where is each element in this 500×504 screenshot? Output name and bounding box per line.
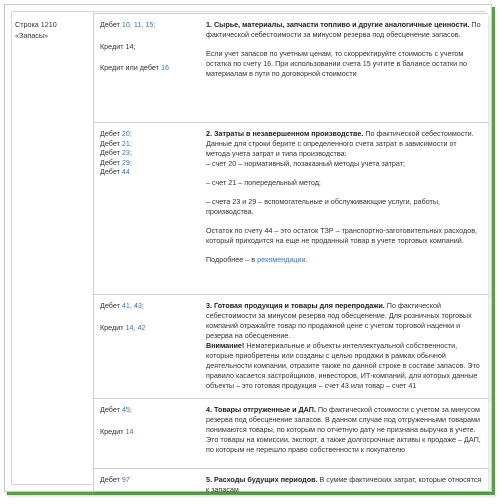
credit-accounts: 14;: [125, 41, 136, 51]
table-row-wip: [93, 122, 488, 295]
debit-accounts-link[interactable]: 97: [121, 475, 130, 484]
recommendation-link[interactable]: рекомендации: [257, 255, 306, 264]
account-16-link[interactable]: 16: [160, 63, 169, 73]
row-title: 5. Расходы будущих периодов.: [206, 475, 318, 484]
debit-accounts-link[interactable]: 45;: [121, 405, 132, 414]
description-cell: 5. Расходы будущих периодов. В сумме фактических затрат, которые относятся к запасам: [206, 475, 482, 494]
debit-accounts-link[interactable]: 41, 43;: [121, 301, 144, 310]
debit-line: Дебет 10, 11, 15;: [100, 20, 156, 29]
credit-accounts-link[interactable]: 14, 42: [125, 322, 146, 332]
row-title: 2. Затраты в незавершенном производстве.: [206, 129, 364, 138]
row-title: 4. Товары отгруженные и ДАП.: [206, 405, 316, 414]
description-cell: 4. Товары отгруженные и ДАП. По фактической стоимости с учетом за минусом резерва под обесценение запасов. В данном случае под отгруженными товарами понимаются товары, по которым по отчетную дату не признана выручка в учете. Это товары на комиссии, экспорт, а также долгосрочные активы к продаже – ДАП, по которым не перешло право собственности к покупателю: [206, 405, 481, 454]
row-title: 3. Готовая продукция и товары для перепродажи.: [206, 301, 385, 310]
table-row-deferred-expenses: [93, 468, 488, 494]
balance-line-cell: [15, 19, 85, 41]
table-row-finished-goods: [93, 294, 488, 399]
accounts-cell: Дебет 97: [100, 475, 130, 484]
table-row-shipped-goods: [93, 398, 488, 469]
credit-line: Кредит 14;: [100, 41, 136, 51]
balance-line-title: «Запасы»: [15, 31, 48, 40]
document-frame: [4, 4, 492, 492]
debit-accounts-link[interactable]: 10, 11, 15;: [121, 20, 156, 29]
description-cell: 3. Готовая продукция и товары для перепродажи. По фактической себестоимости за минусом резерва под обесценение. Для розничных торговых компаний отражайте товар по продажной цене с учетом торговой наценки и резерва на обесценение. Внимание! Нематериальные и объекты интеллектуальной собственности, которые приобретены или созданы с целью продажи в рамках обычной деятельности компании, отразите также по данной строке в составе запасов. Это правило касается застройщиков, инвесторов, ИТ-компаний, для которых данные объекты – это готовая продукция – счет 43 или товар – счет 41: [206, 301, 480, 390]
account-44-link[interactable]: 44: [121, 167, 130, 177]
accounts-cell: Дебет 45; Кредит 14: [100, 405, 134, 436]
table-row-raw-materials: [93, 13, 488, 123]
accounts-cell: Дебет 20; Дебет 21; Дебет 23; Дебет 29; Дебет 44: [100, 129, 132, 177]
account-29-link[interactable]: 29;: [121, 157, 132, 167]
account-21-link[interactable]: 21;: [121, 138, 132, 148]
attention-label: Внимание!: [206, 341, 245, 350]
credit-or-debit-line: Кредит или дебет 16: [100, 63, 169, 73]
accounts-cell: [100, 20, 200, 73]
balance-line-code: Строка 1210: [15, 20, 57, 29]
description-cell: 2. Затраты в незавершенном производстве. По фактической себестоимости. Данные для строки берите с определенного счета затрат в зависимости от метода учета затрат и типа производства: – счет 20 – нормативный, позаказный методы учета затрат; – счет 21 – попередельный метод; – счета 23 и 29 – вспомогательные и обслуживающие услуги, работы, производства. Остаток по счету 44 – это остаток ТЗР – транспортно-заготовительных расходов, который приходится на еще не проданный товар в учете торговых компаний. Подробнее – в рекомендации.: [206, 129, 478, 264]
account-23-link[interactable]: 23;: [121, 148, 132, 158]
credit-accounts-link[interactable]: 14: [125, 426, 134, 436]
accounts-cell: Дебет 41, 43; Кредит 14, 42: [100, 301, 146, 332]
row-title: 1. Сырье, материалы, запчасти топливо и другие аналогичные ценности.: [206, 20, 470, 29]
account-20-link[interactable]: 20;: [121, 129, 132, 138]
description-cell: 1. Сырье, материалы, запчасти топливо и другие аналогичные ценности. По фактической себестоимости за минусом резерва под обесценение запасов. Если учет запасов по учетным ценам, то скорректируйте стоимость с учетом остатка по счету 16. При использовании счета 15 учтите в балансе остатки по материалам в пути по договорной стоимости: [206, 20, 481, 78]
